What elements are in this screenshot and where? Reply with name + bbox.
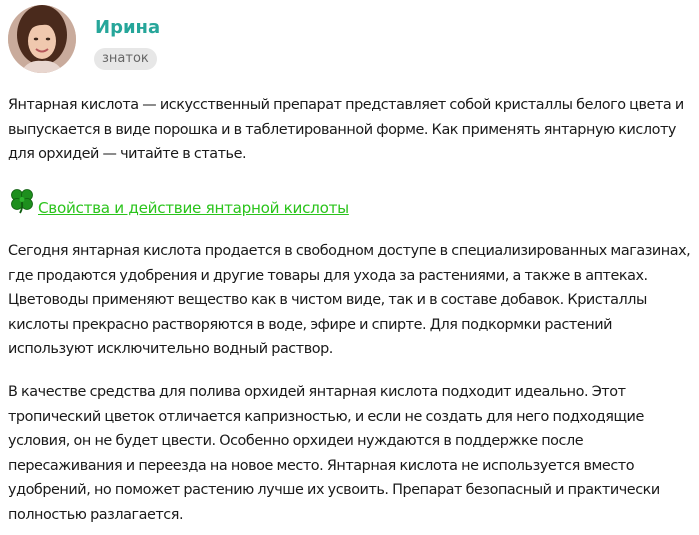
intro-paragraph: Янтарная кислота — искусственный препарат представляет собой кристаллы белого цвета и выпускается в виде порошка и в таблетированной форме. Как применять янтарную кислоту для орхидей — читайте в статье. <box>8 97 684 162</box>
body-paragraph-1: Сегодня янтарная кислота продается в свободном доступе в специализированных магазинах, где продаются удобрения и другие товары для ухода за растениями, а также в аптеках. Цветоводы применяют вещество как в чистом виде, так и в составе добавок. Кристаллы кислоты прекрасно растворяются в воде, эфире и спирте. Для подкормки растений используют исключительно водный раствор. <box>8 243 691 357</box>
author-name[interactable]: Ирина <box>95 17 161 38</box>
section-link-properties[interactable]: Свойства и действие янтарной кислоты <box>38 199 349 217</box>
author-status-badge: знаток <box>94 48 157 70</box>
avatar-image <box>8 5 76 73</box>
clover-icon <box>8 186 36 214</box>
avatar[interactable] <box>8 5 76 73</box>
body-paragraph-2: В качестве средства для полива орхидей янтарная кислота подходит идеально. Этот тропический цветок отличается капризностью, и если не создать для него подходящие условия, он не будет цвести. Особенно орхидеи нуждаются в поддержке после пересаживания и переезда на новое место. Янтарная кислота не используется вместо удобрений, но поможет растению лучше их усвоить. Препарат безопасный и практически полностью разлагается. <box>8 384 660 523</box>
